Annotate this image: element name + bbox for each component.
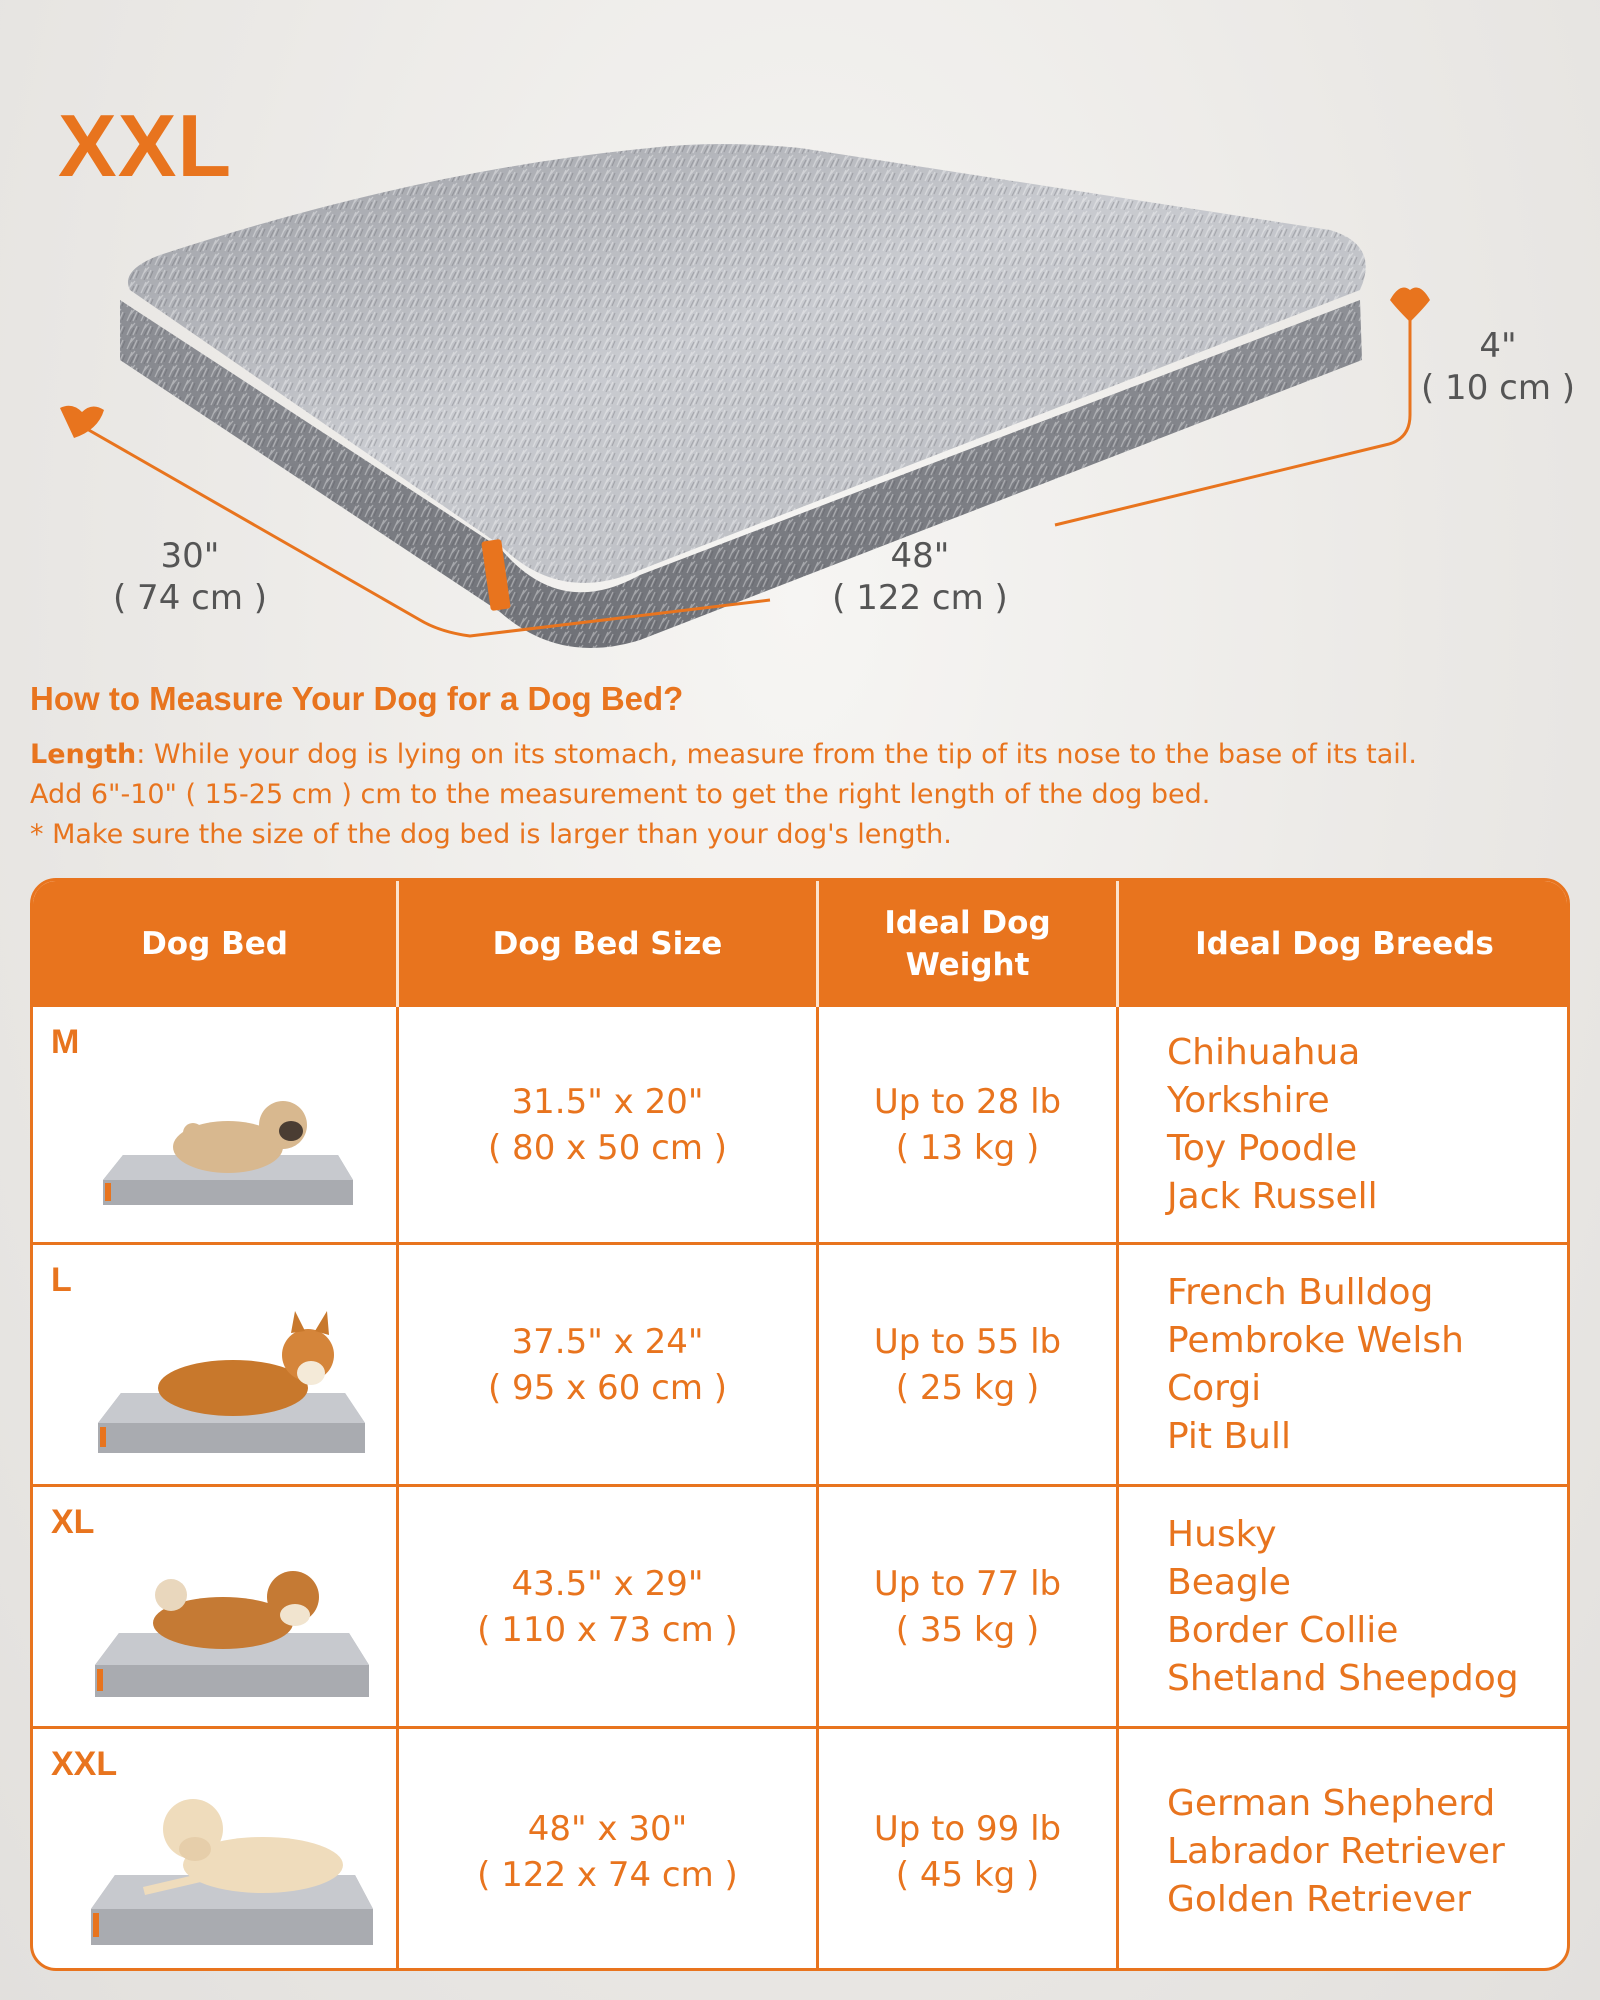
bed-size-inches: 48" x 30" [527, 1808, 688, 1849]
breed-item: Corgi [1167, 1367, 1262, 1409]
length-dimension-label: 48" ( 122 cm ) [832, 536, 1008, 618]
dog-weight-kg: ( 35 kg ) [895, 1609, 1040, 1650]
table-row [33, 1729, 399, 1971]
breed-list [1119, 1007, 1570, 1245]
breed-item: Pit Bull [1167, 1415, 1291, 1457]
dog-weight-kg: ( 13 kg ) [895, 1127, 1040, 1168]
length-term: Length [30, 739, 137, 770]
bed-size-label: M [51, 1023, 80, 1061]
dog-bed-xxl [120, 144, 1366, 648]
breed-list [1119, 1245, 1570, 1487]
bed-size-cm: ( 110 x 73 cm ) [477, 1609, 738, 1650]
dog-weight-kg: ( 45 kg ) [895, 1854, 1040, 1895]
breed-list [1119, 1729, 1570, 1971]
bed-size-inches: 37.5" x 24" [511, 1321, 704, 1362]
height-dimension-label: 4" ( 10 cm ) [1420, 326, 1576, 408]
width-dimension-label: 30" ( 74 cm ) [112, 536, 268, 618]
dog-weight-kg: ( 25 kg ) [895, 1367, 1040, 1408]
breed-item: Beagle [1167, 1561, 1291, 1603]
measure-heading: How to Measure Your Dog for a Dog Bed? [30, 680, 684, 717]
breed-item: Yorkshire [1167, 1079, 1330, 1121]
measure-line-3: * Make sure the size of the dog bed is larger than your dog's length. [30, 819, 952, 850]
heart-arrowhead-icon [60, 406, 104, 438]
bed-size-cm: ( 95 x 60 cm ) [487, 1367, 728, 1408]
breed-item: Chihuahua [1167, 1031, 1361, 1073]
corgi-on-bed-image [83, 1293, 373, 1473]
breed-item: French Bulldog [1167, 1271, 1434, 1313]
breed-item: Jack Russell [1167, 1175, 1378, 1217]
breed-item: Toy Poodle [1167, 1127, 1358, 1169]
header-dog-bed: Dog Bed [33, 881, 399, 1007]
measure-line-2: Add 6"-10" ( 15-25 cm ) cm to the measurement to get the right length of the dog bed. [30, 779, 1211, 810]
bed-size-label: XXL [51, 1745, 118, 1783]
table-row [33, 1245, 399, 1487]
table-row [33, 1487, 399, 1729]
dog-weight-lb: Up to 55 lb [873, 1321, 1062, 1362]
labrador-on-bed-image [83, 1777, 373, 1957]
table-row [33, 1007, 399, 1245]
bed-size-label: L [51, 1261, 72, 1299]
bed-size-label: XL [51, 1503, 95, 1541]
breed-item: Pembroke Welsh [1167, 1319, 1464, 1361]
breed-item: German Shepherd [1167, 1782, 1496, 1824]
bed-size-cm: ( 122 x 74 cm ) [477, 1854, 738, 1895]
bed-size-inches: 43.5" x 29" [511, 1563, 704, 1604]
size-chart-table [30, 878, 1570, 1971]
breed-item: Shetland Sheepdog [1167, 1657, 1519, 1699]
measure-instructions [30, 735, 1570, 855]
dog-weight-lb: Up to 28 lb [873, 1081, 1062, 1122]
measure-line-1: : While your dog is lying on its stomach, measure from the tip of its nose to the base of its tail. [136, 739, 1417, 770]
shiba-on-bed-image [83, 1535, 373, 1715]
breed-item: Border Collie [1167, 1609, 1399, 1651]
bed-size-cm: ( 80 x 50 cm ) [487, 1127, 728, 1168]
breed-item: Husky [1167, 1513, 1277, 1555]
header-ideal-dog-weight: Ideal Dog Weight [819, 881, 1119, 1007]
breed-item: Labrador Retriever [1167, 1830, 1505, 1872]
breed-item: Golden Retriever [1167, 1878, 1472, 1920]
bed-size-inches: 31.5" x 20" [511, 1081, 704, 1122]
pug-on-bed-image [83, 1055, 373, 1235]
header-ideal-dog-breeds: Ideal Dog Breeds [1119, 881, 1570, 1007]
breed-list [1119, 1487, 1570, 1729]
header-dog-bed-size: Dog Bed Size [399, 881, 819, 1007]
heart-arrowhead-icon [1390, 288, 1430, 322]
dog-weight-lb: Up to 99 lb [873, 1808, 1062, 1849]
dog-weight-lb: Up to 77 lb [873, 1563, 1062, 1604]
size-title: XXL [58, 96, 233, 195]
